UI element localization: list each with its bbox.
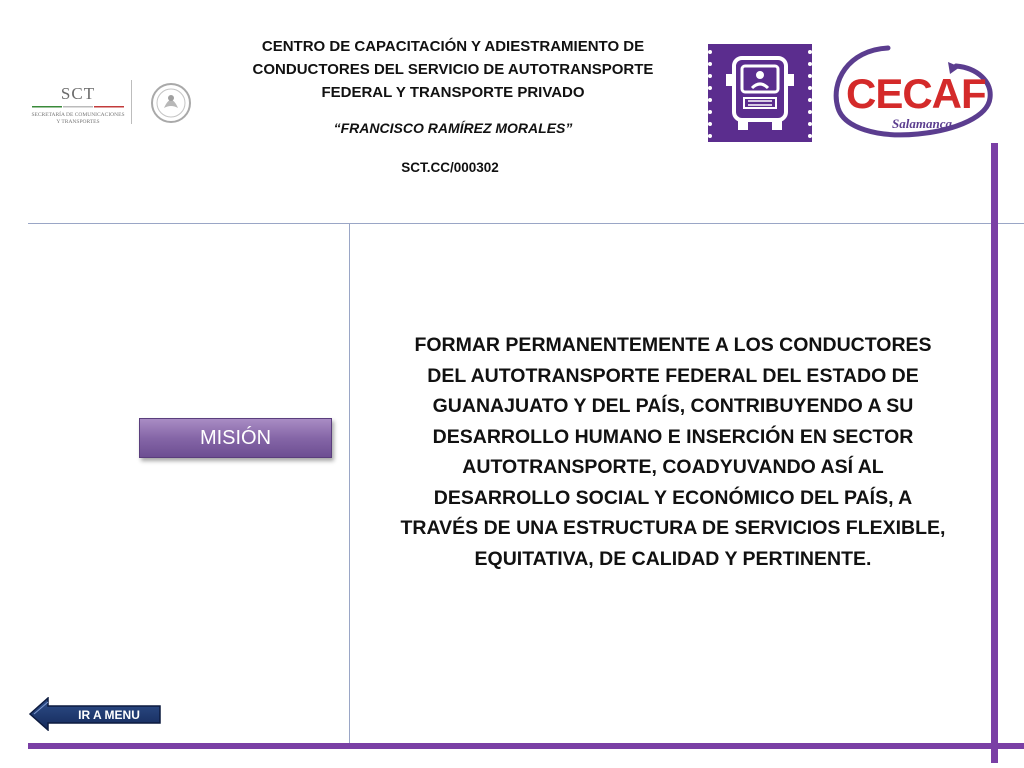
mission-line-5: AUTOTRANSPORTE, COADYUVANDO ASÍ AL	[462, 456, 884, 478]
mission-statement	[368, 330, 978, 574]
page-title	[218, 35, 688, 104]
mission-line-4: DESARROLLO HUMANO E INSERCIÓN EN SECTOR	[432, 425, 914, 448]
mission-line-7: TRAVÉS DE UNA ESTRUCTURA DE SERVICIOS FLEXIBLE,	[400, 517, 946, 539]
mission-line-3: GUANAJUATO Y DEL PAÍS, CONTRIBUYENDO A SU	[432, 395, 914, 417]
mision-button[interactable]: MISIÓN	[139, 418, 332, 458]
page-subtitle: “FRANCISCO RAMÍREZ MORALES”	[333, 120, 573, 136]
registration-code: SCT.CC/000302	[401, 160, 499, 175]
purple-side-bar	[991, 143, 998, 763]
mission-line-6: DESARROLLO SOCIAL Y ECONÓMICO DEL PAÍS, A	[433, 486, 913, 509]
sct-logo-text: SCT	[60, 84, 96, 103]
logo-divider	[131, 80, 132, 124]
sct-sub-line-1: SECRETARÍA DE COMUNICACIONES	[31, 112, 125, 118]
title-line-1: CENTRO DE CAPACITACIÓN Y ADIESTRAMIENTO DE	[261, 38, 645, 55]
back-to-menu-label[interactable]: IR A MENU	[78, 708, 140, 722]
sct-flag-lines	[32, 106, 124, 109]
header-divider	[28, 223, 1024, 224]
sct-sub-line-2: Y TRANSPORTES	[56, 119, 100, 125]
column-divider	[349, 223, 350, 745]
truck-logo-icon	[708, 44, 812, 142]
title-line-3: FEDERAL Y TRANSPORTE PRIVADO	[321, 84, 585, 101]
title-line-2: CONDUCTORES DEL SERVICIO DE AUTOTRANSPORTE	[252, 61, 654, 78]
cecaf-logo	[828, 42, 996, 142]
sct-logo-subtitle	[30, 112, 126, 126]
sct-logo	[28, 78, 128, 128]
cecaf-logo-text: CECAF	[846, 70, 986, 117]
mexico-seal-icon	[150, 82, 192, 124]
cecaf-logo-subtitle: Salamanca	[892, 116, 952, 131]
purple-bottom-bar	[28, 743, 1024, 749]
mission-line-1: FORMAR PERMANENTEMENTE A LOS CONDUCTORES	[414, 334, 932, 356]
mission-line-2: DEL AUTOTRANSPORTE FEDERAL DEL ESTADO DE	[427, 364, 919, 387]
mission-line-8: EQUITATIVA, DE CALIDAD Y PERTINENTE.	[474, 547, 872, 570]
